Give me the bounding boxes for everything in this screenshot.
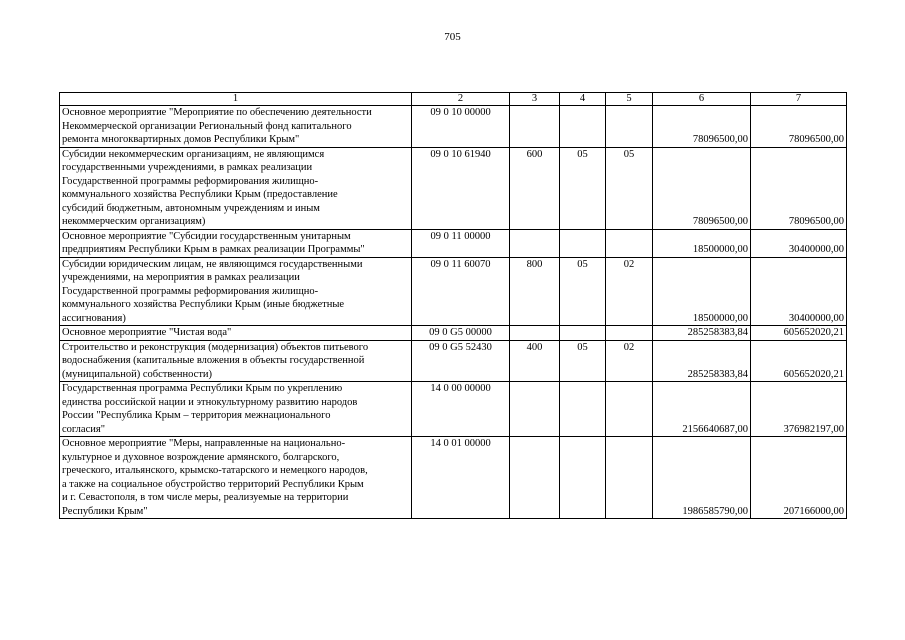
row-expense-type: 600 [510,147,560,229]
row-subsection: 02 [606,340,653,382]
row-amount-col7: 78096500,00 [751,147,847,229]
row-section [560,229,606,257]
row-subsection [606,437,653,519]
description-line: Республики Крым" [62,505,148,517]
row-amount-col6: 285258383,84 [653,340,751,382]
row-description [60,437,412,519]
column-header: 7 [751,93,847,106]
description-line: единства российской нации и этнокультурному развитию народов [62,396,358,408]
row-amount-col6: 18500000,00 [653,257,751,326]
table-header-row [60,93,847,106]
description-line: Государственная программа Республики Крым по укреплению [62,383,343,394]
description-line: Основное мероприятие "Субсидии государственным унитарным [62,230,351,242]
description-line: а также на социальное обустройство территорий Республики Крым [62,478,364,490]
row-code: 14 0 00 00000 [412,382,510,437]
description-line: ассигнования) [62,312,126,324]
row-amount-col6: 78096500,00 [653,147,751,229]
row-subsection: 05 [606,147,653,229]
description-line: Субсидии некоммерческим организациям, не являющимся [62,148,325,160]
row-expense-type: 800 [510,257,560,326]
row-section [560,106,606,148]
table-row [60,437,847,519]
description-line: Основное мероприятие "Чистая вода" [62,327,232,338]
row-subsection: 02 [606,257,653,326]
row-subsection [606,229,653,257]
row-description [60,106,412,148]
row-subsection [606,382,653,437]
row-amount-col7: 605652020,21 [751,340,847,382]
row-description [60,382,412,437]
column-header: 1 [60,93,412,106]
description-line: Государственной программы реформирования жилищно- [62,285,319,297]
row-amount-col6: 18500000,00 [653,229,751,257]
table-row [60,326,847,341]
table-row [60,257,847,326]
row-amount-col6: 1986585790,00 [653,437,751,519]
row-amount-col7: 376982197,00 [751,382,847,437]
description-line: Государственной программы реформирования жилищно- [62,175,319,187]
row-expense-type [510,326,560,341]
row-description [60,257,412,326]
table-row [60,106,847,148]
row-amount-col7: 78096500,00 [751,106,847,148]
row-amount-col7: 207166000,00 [751,437,847,519]
description-line: ремонта многоквартирных домов Республики Крым" [62,134,300,145]
table-row [60,229,847,257]
row-description [60,326,412,341]
description-line: культурное и духовное возрождение армянского, болгарского, [62,451,340,463]
row-amount-col6: 285258383,84 [653,326,751,341]
row-code: 09 0 G5 52430 [412,340,510,382]
row-description [60,147,412,229]
row-code: 09 0 11 60070 [412,257,510,326]
description-line: греческого, итальянского, крымско-татарского и немецкого народов, [62,465,368,476]
budget-table-body [60,93,847,519]
row-code: 14 0 01 00000 [412,437,510,519]
description-line: субсидий бюджетным, автономным учреждениям и иным [62,202,320,214]
description-line: (муниципальной) собственности) [62,368,213,380]
description-line: коммунального хозяйства Республики Крым (предоставление [62,189,338,200]
description-line: и г. Севастополя, в том числе меры, реализуемые на территории [62,492,349,503]
description-line: Субсидии юридическим лицам, не являющимся государственными [62,258,363,270]
row-section [560,326,606,341]
description-line: водоснабжения (капитальные вложения в объекты государственной [62,355,365,366]
column-header: 5 [606,93,653,106]
budget-table [59,92,847,519]
description-line: предприятиям Республики Крым в рамках реализации Программы" [62,244,365,255]
description-line: Основное мероприятие "Мероприятие по обеспечению деятельности [62,107,372,118]
row-section [560,382,606,437]
table-row [60,340,847,382]
description-line: Основное мероприятие "Меры, направленные на национально- [62,438,346,449]
description-line: некоммерческим организациям) [62,216,206,227]
description-line: учреждениями, на мероприятия в рамках реализации [62,272,300,283]
row-description [60,340,412,382]
row-expense-type [510,382,560,437]
row-amount-col6: 2156640687,00 [653,382,751,437]
description-line: коммунального хозяйства Республики Крым (иные бюджетные [62,299,345,310]
description-line: Строительство и реконструкция (модернизация) объектов питьевого [62,341,369,353]
column-header: 2 [412,93,510,106]
row-expense-type [510,106,560,148]
table-row [60,382,847,437]
page-number: 705 [444,31,461,43]
column-header: 3 [510,93,560,106]
row-subsection [606,106,653,148]
row-section: 05 [560,147,606,229]
column-header: 6 [653,93,751,106]
column-header: 4 [560,93,606,106]
row-subsection [606,326,653,341]
row-description [60,229,412,257]
row-section: 05 [560,257,606,326]
row-code: 09 0 11 00000 [412,229,510,257]
row-section: 05 [560,340,606,382]
row-amount-col6: 78096500,00 [653,106,751,148]
row-expense-type [510,437,560,519]
row-expense-type: 400 [510,340,560,382]
row-code: 09 0 10 61940 [412,147,510,229]
row-amount-col7: 30400000,00 [751,229,847,257]
description-line: Некоммерческой организации Региональный фонд капитального [62,120,352,132]
description-line: России "Республика Крым – территория межнационального [62,410,331,421]
row-amount-col7: 605652020,21 [751,326,847,341]
table-row [60,147,847,229]
row-amount-col7: 30400000,00 [751,257,847,326]
row-section [560,437,606,519]
row-expense-type [510,229,560,257]
description-line: государственными учреждениями, в рамках реализации [62,162,313,173]
row-code: 09 0 G5 00000 [412,326,510,341]
description-line: согласия" [62,423,105,435]
row-code: 09 0 10 00000 [412,106,510,148]
